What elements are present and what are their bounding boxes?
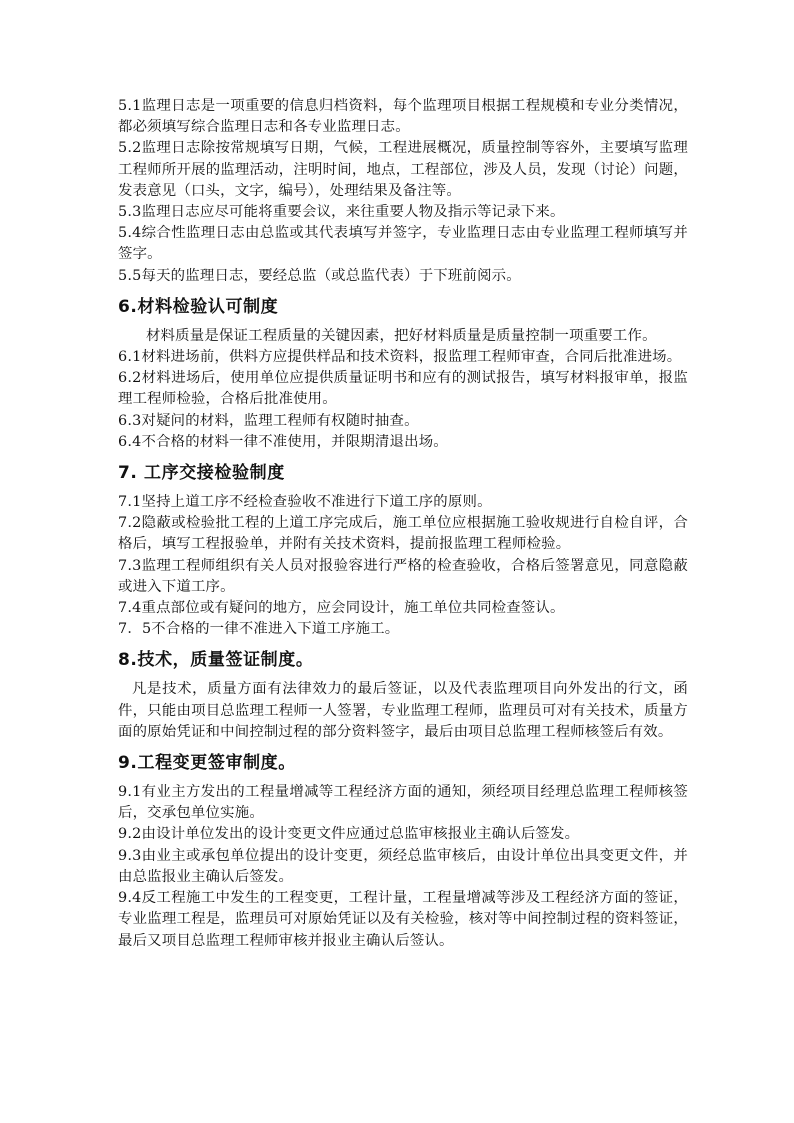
paragraph-9-3: 9.3由业主或承包单位提出的设计变更，须经总监审核后，由设计单位出具变更文件，并由总监报业主确认后签发。 xyxy=(118,847,688,885)
section-heading-8: 8.技术，质量签证制度。 xyxy=(118,650,314,671)
paragraph-5-3: 5.3监理日志应尽可能将重要会议，来往重要人物及指示等记录下来。 xyxy=(118,204,565,221)
paragraph-7-5: 7．5不合格的一律不准进入下道工序施工。 xyxy=(118,621,400,638)
paragraph-5-2: 5.2监理日志除按常规填写日期，气候，工程进展概况，质量控制等容外，主要填写监理工程师所开展的监理活动，注明时间，地点，工程部位，涉及人员，发现（讨论）问题，发表意见（口头，文字，编号），处理结果及备注等。 xyxy=(118,140,688,199)
section-6-material-inspection xyxy=(118,296,688,453)
paragraph-5-1: 5.1监理日志是一项重要的信息归档资料，每个监理项目根据工程规模和专业分类情况，都必须填写综合监理日志和各专业监理日志。 xyxy=(118,98,688,136)
paragraph-6-2: 6.2材料进场后，使用单位应提供质量证明书和应有的测试报告，填写材料报审单，报监理工程师检验，合格后批准使用。 xyxy=(118,370,688,408)
section-heading-9: 9.工程变更签审制度。 xyxy=(118,753,296,774)
section-8-technical-visa xyxy=(118,649,688,743)
paragraph-7-4: 7.4重点部位或有疑问的地方，应会同设计，施工单位共同检查签认。 xyxy=(118,600,565,617)
section-5-supervision-log xyxy=(118,96,688,287)
paragraph-6-3: 6.3对疑问的材料，监理工程师有权随时抽查。 xyxy=(118,412,419,429)
paragraph-7-1: 7.1坚持上道工序不经检查验收不准进行下道工序的原则。 xyxy=(118,494,492,511)
section-7-process-handover xyxy=(118,462,688,640)
paragraph-9-2: 9.2由设计单位发出的设计变更文件应通过总监审核报业主确认后签发。 xyxy=(118,826,580,843)
section-9-change-review xyxy=(118,752,688,952)
paragraph-5-5: 5.5每天的监理日志，要经总监（或总监代表）于下班前阅示。 xyxy=(118,267,521,284)
document-page xyxy=(118,96,688,952)
paragraph-6-intro: 材料质量是保证工程质量的关键因素，把好材料质量是质量控制一项重要工作。 xyxy=(146,327,657,344)
paragraph-8-body: 凡是技术，质量方面有法律效力的最后签证，以及代表监理项目向外发出的行文，函件，只能由项目总监理工程师一人签署，专业监理工程师，监理员可对有关技术，质量方面的原始凭证和中间控制过程的部分资料签字，最后由项目总监理工程师核签后有效。 xyxy=(118,681,688,740)
section-heading-7: 7. 工序交接检验制度 xyxy=(118,463,285,484)
section-heading-6: 6.材料检验认可制度 xyxy=(118,296,279,317)
paragraph-9-4: 9.4反工程施工中发生的工程变更，工程计量，工程量增减等涉及工程经济方面的签证，专业监理工程是，监理员可对原始凭证以及有关检验，核对等中间控制过程的资料签证，最后又项目总监理工程师审核并报业主确认后签认。 xyxy=(118,890,688,949)
paragraph-9-1: 9.1有业主方发出的工程量增减等工程经济方面的通知，须经项目经理总监理工程师核签后，交承包单位实施。 xyxy=(118,784,688,822)
paragraph-6-4: 6.4不合格的材料一律不准使用，并限期清退出场。 xyxy=(118,433,448,450)
paragraph-5-4: 5.4综合性监理日志由总监或其代表填写并签字，专业监理日志由专业监理工程师填写并签字。 xyxy=(118,225,688,263)
paragraph-6-1: 6.1材料进场前，供料方应提供样品和技术资料，报监理工程师审查，合同后批准进场。 xyxy=(118,349,682,366)
paragraph-7-2: 7.2隐蔽或检验批工程的上道工序完成后，施工单位应根据施工验收规进行自检自评，合格后，填写工程报验单，并附有关技术资料，提前报监理工程师检验。 xyxy=(118,515,688,553)
paragraph-7-3: 7.3监理工程师组织有关人员对报验容进行严格的检查验收，合格后签署意见，同意隐蔽或进入下道工序。 xyxy=(118,557,688,595)
